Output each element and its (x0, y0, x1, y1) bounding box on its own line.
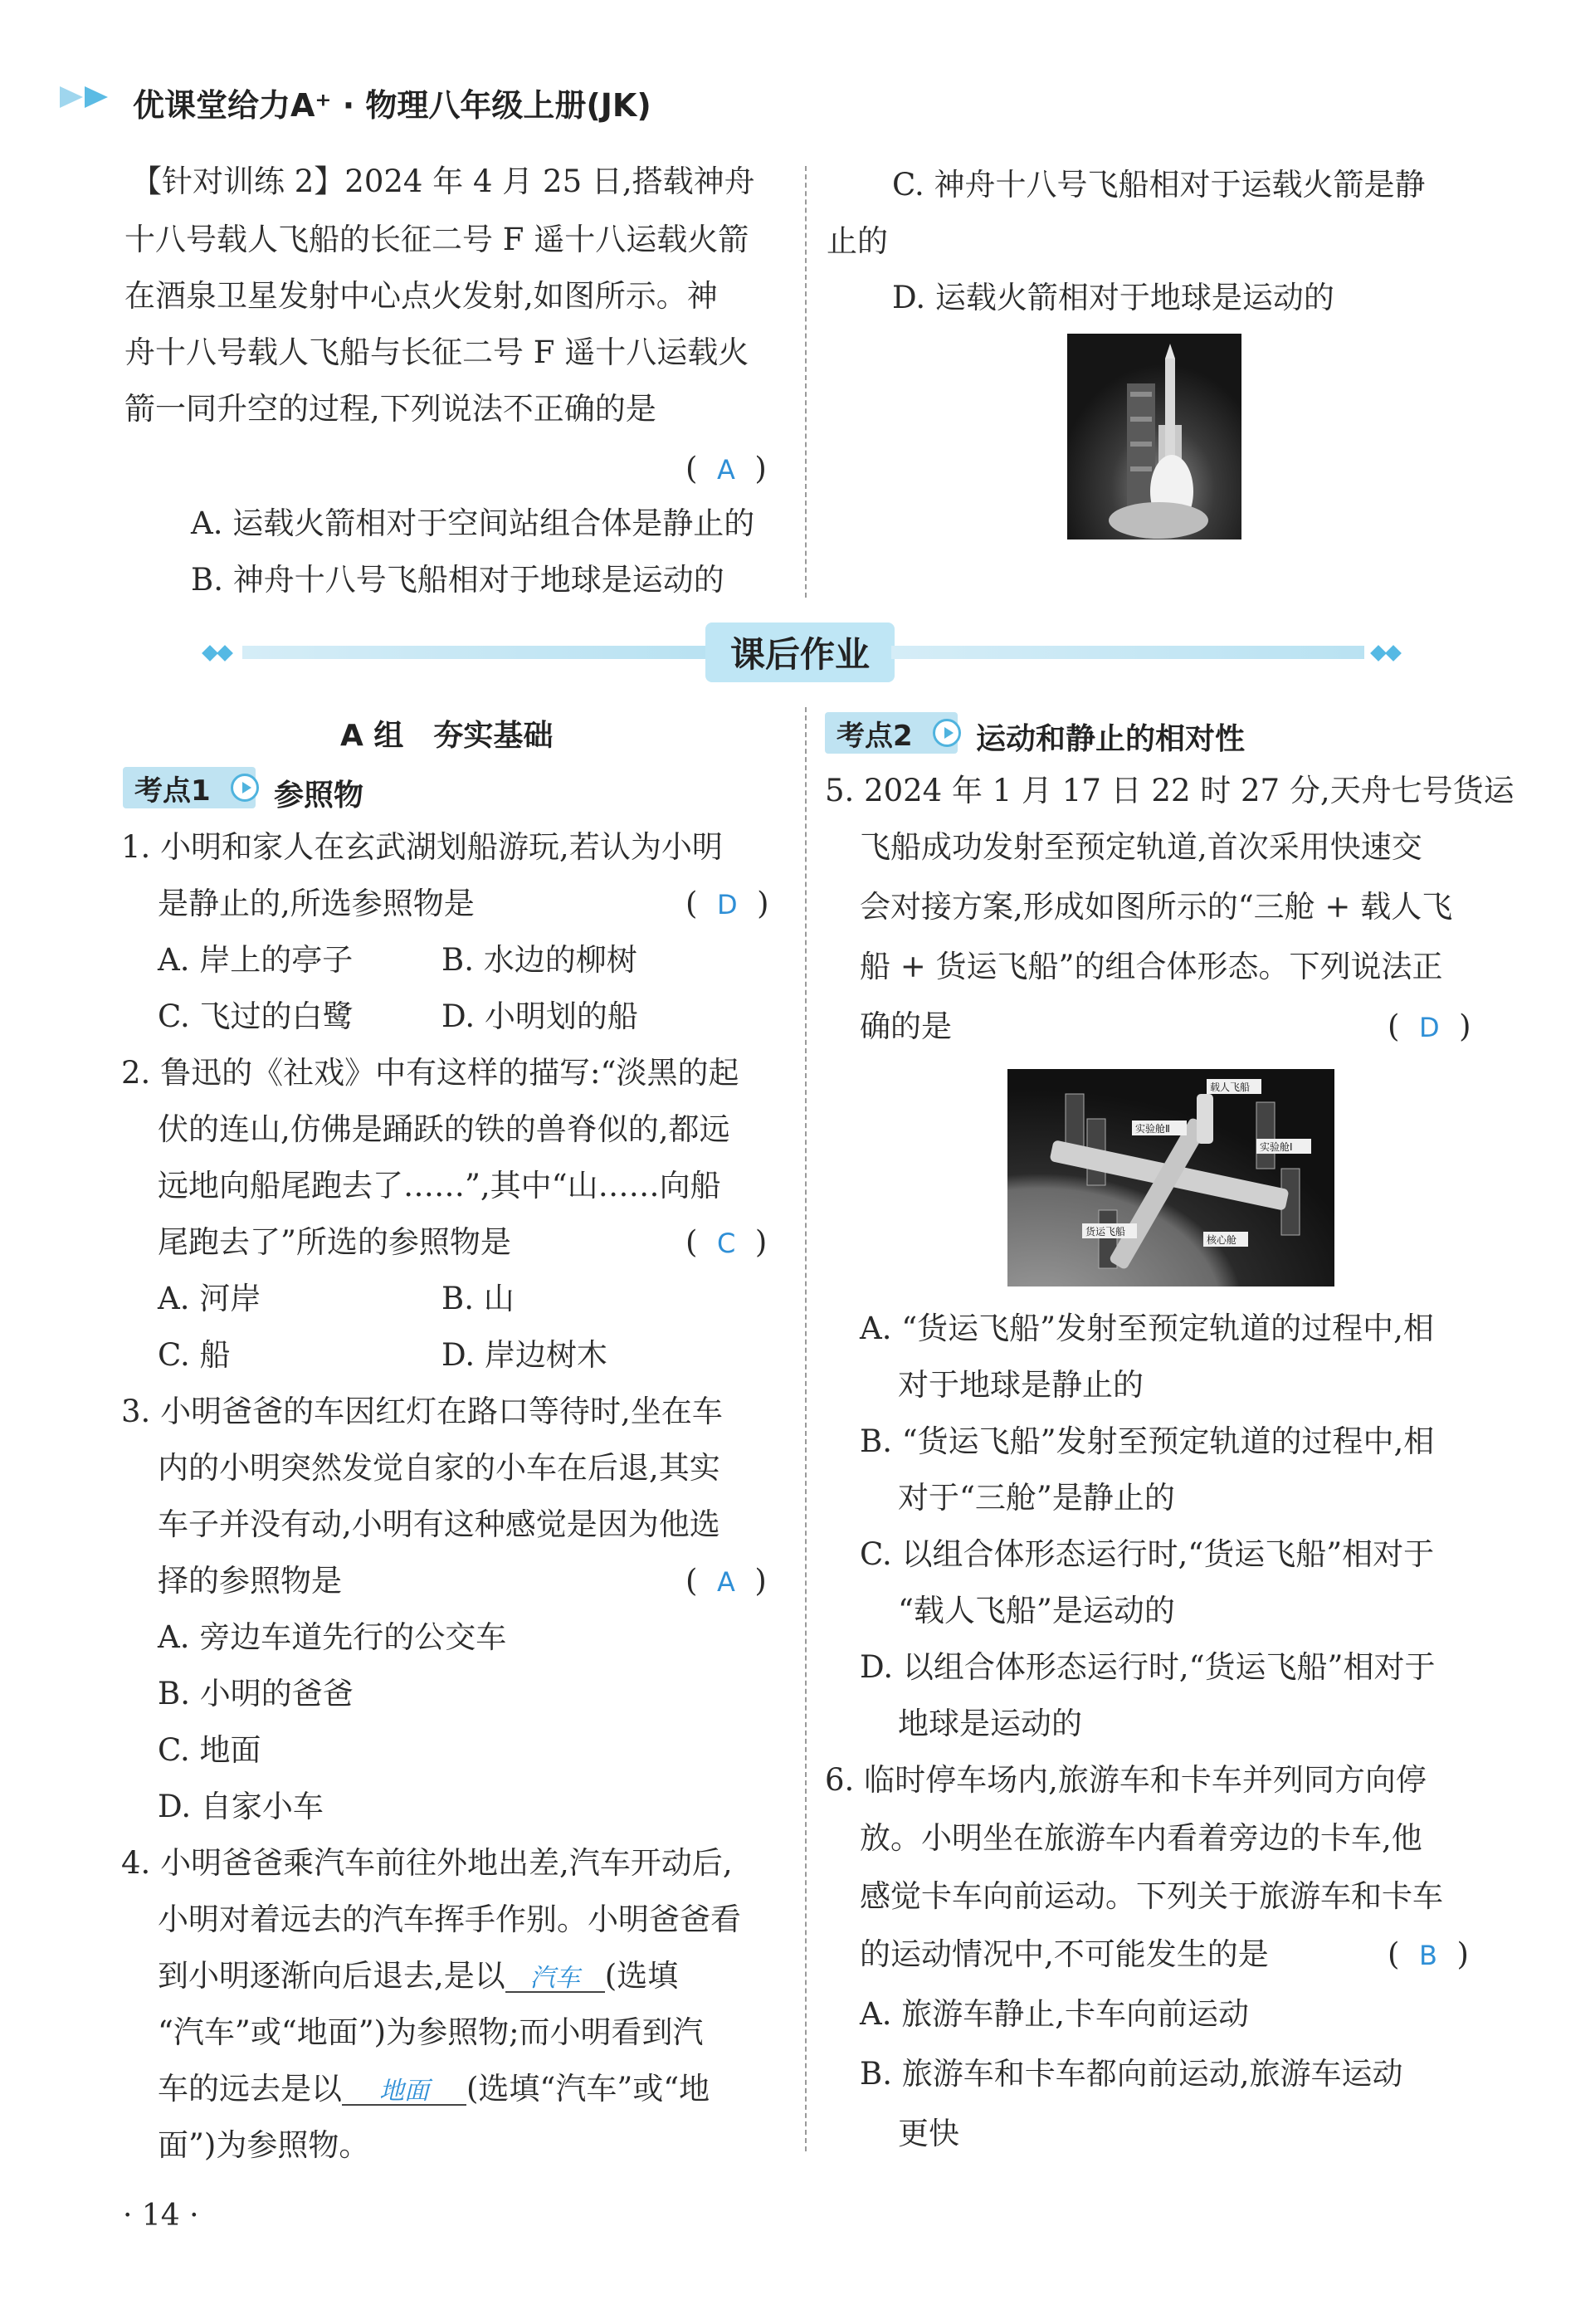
column-divider (805, 707, 807, 2151)
handwritten-answer: 地面 (379, 2077, 429, 2106)
image-label: 实验舱Ⅱ (1135, 1123, 1170, 1135)
answer-bracket: ( D ) (1388, 1008, 1471, 1044)
option-continued: 地球是运动的 (898, 1706, 1082, 1741)
answer-bracket: ( A ) (685, 1563, 767, 1599)
question-line: 伏的连山,仿佛是踊跃的铁的兽脊似的,都远 (158, 1111, 730, 1147)
option: A. 运载火箭相对于空间站组合体是静止的 (191, 505, 755, 541)
image-label: 核心舱 (1207, 1234, 1237, 1246)
kaodian-tag: 考点1 (123, 767, 256, 808)
kaodian-tag: 考点2 (825, 712, 958, 754)
diamond-icon (202, 645, 218, 662)
answer-value: D (1418, 1012, 1440, 1043)
handwritten-answer: 汽车 (529, 1964, 580, 1993)
option-continued: 对于“三舱”是静止的 (898, 1480, 1175, 1516)
question-line: 放。小明坐在旅游车内看着旁边的卡车,他 (860, 1820, 1422, 1856)
question-line: 在酒泉卫星发射中心点火发射,如图所示。神 (124, 278, 718, 314)
option: A. 岸上的亭子 (158, 942, 354, 978)
fill-blank[interactable] (342, 2073, 466, 2106)
kaodian-title: 参照物 (274, 779, 364, 813)
option: A. “货运飞船”发射至预定轨道的过程中,相 (860, 1311, 1434, 1346)
question-line: 船 + 货运飞船”的组合体形态。下列说法正 (860, 949, 1443, 984)
question-line: 面”)为参照物。 (158, 2127, 370, 2163)
option-continued: “载人飞船”是运动的 (898, 1593, 1175, 1628)
option: D. 运载火箭相对于地球是运动的 (892, 280, 1334, 315)
option: B. 山 (441, 1281, 515, 1316)
question-line: 的运动情况中,不可能发生的是 (860, 1936, 1269, 1972)
option: B. 神舟十八号飞船相对于地球是运动的 (191, 562, 724, 598)
book-title: 优课堂给力A⁺ · 物理八年级上册(JK) (133, 87, 651, 124)
answer-bracket: ( D ) (685, 886, 769, 921)
question-line: 十八号载人飞船的长征二号 F 遥十八运载火箭 (124, 222, 749, 257)
option: B. 水边的柳树 (441, 942, 637, 978)
option: B. 旅游车和卡车都向前运动,旅游车运动 (860, 2056, 1403, 2092)
group-title: A 组 夯实基础 (340, 719, 554, 753)
space-station-image (1007, 1069, 1334, 1286)
question-line: 尾跑去了”所选的参照物是 (158, 1224, 511, 1260)
option: D. 以组合体形态运行时,“货运飞船”相对于 (860, 1649, 1436, 1685)
answer-value: A (716, 1566, 735, 1598)
answer-value: B (1418, 1940, 1437, 1971)
double-arrow-icon (60, 83, 118, 111)
image-label: 载人飞船 (1210, 1081, 1251, 1093)
question-line: 3. 小明爸爸的车因红灯在路口等待时,坐在车 (121, 1394, 723, 1429)
question-line: 远地向船尾跑去了……”,其中“山……向船 (158, 1168, 721, 1204)
fill-blank[interactable] (505, 1960, 605, 1993)
question-line: 小明对着远去的汽车挥手作别。小明爸爸看 (158, 1902, 741, 1937)
column-divider (805, 166, 807, 598)
question-line: “汽车”或“地面”)为参照物;而小明看到汽 (158, 2014, 704, 2050)
question-line: 择的参照物是 (158, 1563, 342, 1599)
rocket-launch-photo (1067, 334, 1241, 540)
question-line (158, 1960, 678, 1993)
text: 车的远去是以 (158, 2071, 342, 2107)
option: C. 飞过的白鹭 (158, 998, 354, 1034)
question-line: 1. 小明和家人在玄武湖划船游玩,若认为小明 (121, 829, 723, 865)
text: (选填 (604, 1958, 679, 1994)
option: A. 旁边车道先行的公交车 (158, 1619, 507, 1655)
option: C. 地面 (158, 1732, 261, 1768)
question-line: 飞船成功发射至预定轨道,首次采用快速交 (860, 829, 1422, 865)
answer-value: C (716, 1228, 736, 1259)
option: B. “货运飞船”发射至预定轨道的过程中,相 (860, 1423, 1435, 1459)
banner-line-right (891, 646, 1364, 659)
option-continued: 对于地球是静止的 (898, 1367, 1144, 1403)
option: D. 自家小车 (158, 1789, 324, 1824)
section-title: 课后作业 (705, 622, 895, 682)
question-line: 确的是 (860, 1008, 952, 1044)
question-line: 车子并没有动,小明有这种感觉是因为他选 (158, 1506, 720, 1542)
kaodian-title: 运动和静止的相对性 (976, 722, 1246, 756)
page-number: · 14 · (123, 2199, 199, 2233)
option: C. 船 (158, 1337, 231, 1373)
question-line: 感觉卡车向前运动。下列关于旅游车和卡车 (860, 1878, 1443, 1914)
image-label: 货运飞船 (1085, 1226, 1126, 1238)
play-arrow-icon (231, 774, 259, 802)
option: A. 河岸 (158, 1281, 261, 1316)
option-continued: 止的 (827, 223, 888, 259)
option: C. 神舟十八号飞船相对于运载火箭是静 (892, 167, 1426, 203)
answer-value: D (716, 889, 738, 920)
answer-value: A (716, 454, 735, 486)
option: B. 小明的爸爸 (158, 1676, 354, 1711)
question-line: 是静止的,所选参照物是 (158, 886, 475, 921)
question-line: 箭一同升空的过程,下列说法不正确的是 (124, 391, 656, 427)
question-line: 5. 2024 年 1 月 17 日 22 时 27 分,天舟七号货运 (825, 773, 1515, 808)
answer-bracket: ( B ) (1388, 1936, 1469, 1972)
option-continued: 更快 (898, 2116, 959, 2151)
question-line (158, 2073, 710, 2106)
question-line: 内的小明突然发觉自家的小车在后退,其实 (158, 1450, 720, 1486)
diamond-icon (1385, 645, 1402, 662)
answer-bracket: ( A ) (685, 451, 767, 486)
diamond-icon (217, 645, 233, 662)
answer-bracket: ( C ) (685, 1224, 768, 1260)
play-arrow-icon (933, 719, 961, 747)
question-line: 舟十八号载人飞船与长征二号 F 遥十八运载火 (124, 334, 749, 370)
question-line: 会对接方案,形成如图所示的“三舱 + 载人飞 (860, 889, 1453, 925)
question-line: 【针对训练 2】2024 年 4 月 25 日,搭载神舟 (131, 164, 755, 199)
option: C. 以组合体形态运行时,“货运飞船”相对于 (860, 1536, 1435, 1572)
text: (选填“汽车”或“地 (466, 2071, 710, 2107)
question-line: 2. 鲁迅的《社戏》中有这样的描写:“淡黑的起 (121, 1055, 739, 1091)
option: D. 小明划的船 (441, 998, 638, 1034)
banner-line-left (242, 646, 709, 659)
question-line: 4. 小明爸爸乘汽车前往外地出差,汽车开动后, (121, 1845, 733, 1881)
diamond-icon (1370, 645, 1387, 662)
option: D. 岸边树木 (441, 1337, 607, 1373)
question-line: 6. 临时停车场内,旅游车和卡车并列同方向停 (825, 1762, 1427, 1798)
text: 到小明逐渐向后退去,是以 (158, 1958, 505, 1994)
image-label: 实验舱Ⅰ (1260, 1141, 1293, 1153)
option: A. 旅游车静止,卡车向前运动 (860, 1996, 1250, 2032)
